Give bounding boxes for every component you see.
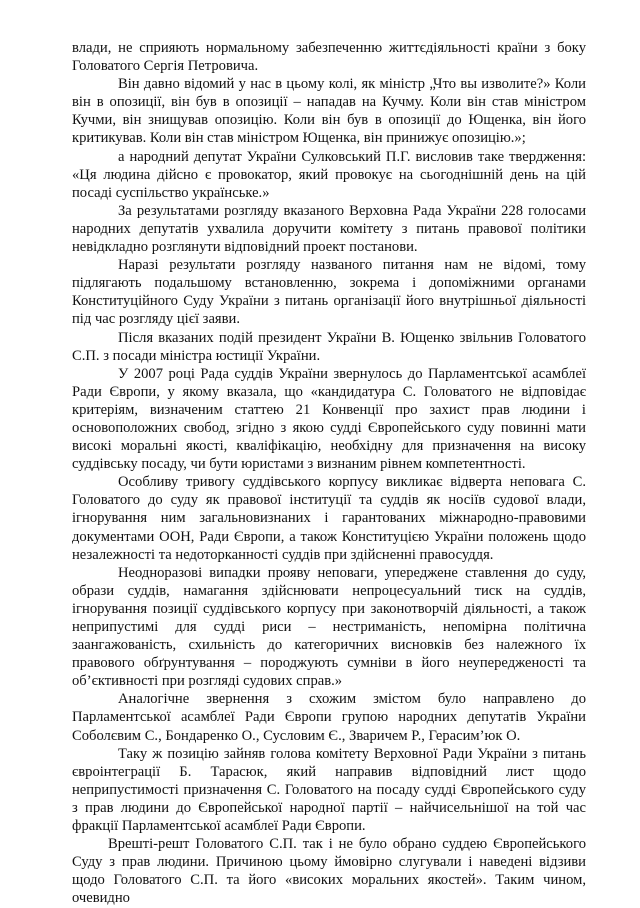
paragraph-8: Особливу тривогу суддівського корпусу викликає відверта неповага С. Головатого до суду як правової інституції та суддів як носіїв судової влади, ігнорування ним загальновизнаних і гарантованих міжнародно-правовими документами ООН, Ради Єврoпи, а також Конституцією України положень щодо незалежності та недоторканності суддів при здійсненні правосуддя. xyxy=(72,474,586,563)
paragraph-9: Неоднoразові випадки прояву неповаги, упереджене ставлення до суду, образи суддів, намагання здійснювати непроцесуальний тиск на суддів, ігнорування позиції суддівського корпусу при законотворчій діяльності, а також неприпустимі для судді риси – нестриманість, непомірна політична заангажованість, схильність до категоричних висновків без належного їх правового обґрунтування – породжують сумніви в його неупередженості та об’єктивності при розгляді судових справ.» xyxy=(72,564,586,690)
paragraph-6: Після вказаних подій президент України В. Ющенко звільнив Головатого С.П. з посади міністра юстиції України. xyxy=(72,329,586,364)
paragraph-7: У 2007 році Рада суддів України звернулось до Парламентської асамблеї Ради Європи, у якому вказала, що «кандидатура С. Головатого не відповідає критеріям, визначеним статтею 21 Конвенції про захист прав людини і основоположних свобод, згідно з якою судді Європейського суду повинні мати високі моральні якості, кваліфікацію, необхідну для призначення на високу суддівську посаду, чи бути юристами з визнаним рівнем компетентності. xyxy=(72,365,586,473)
paragraph-1: влади, не сприяють нормальному забезпеченню життєдіяльності країни з боку Головатого Сергія Петровича. xyxy=(72,40,586,75)
paragraph-10: Аналогічне звернення з схожим змістом було направлено до Парламентської асамблеї Ради Європи групою народних депутатів України Соболєвим С., Бондаренко О., Сусловим Є., Зваричем Р., Герасим’юк О. xyxy=(72,691,586,744)
paragraph-4: За результатами розгляду вказаного Верховна Рада України 228 голосами народних депутатів ухвалила доручити комітету з питань правової політики невідкладно розглянути відповідний проект постанови. xyxy=(72,202,586,256)
paragraph-12: Врешті-решт Головатого С.П. так і не було обрано суддею Європейського Суду з прав людини. Причиною цьому ймовірно слугували і наведені відзиви щодо Головатого С.П. та його «високих моральних якостей». Таким чином, очевидно xyxy=(72,836,586,907)
paragraph-3: а народний депутат України Сулковський П.Г. висловив таке твердження: «Ця людина дійсно є провокатор, який провокує на сьогоднішній день на цій посаді суспільство українське.» xyxy=(72,148,586,201)
paragraph-5: Наразі результати розгляду названого питання нам не відомі, тому підлягають подальшому встановленню, зокрема і допоміжними органами Конституційного Суду України з питань організації його внутрішньої діяльності під час розгляду цієї заяви. xyxy=(72,257,586,328)
paragraph-11: Таку ж позицію зайняв голова комітету Верховної Ради України з питань євроінтеграції Б. Тарасюк, який направив відповідний лист щодо неприпустимості призначення С. Головатого на посаду судді Європейського суду з прав людини до Європейської народної партії – найчисельнішої на той час фракції Парламентської асамблеї Ради Європи. xyxy=(72,745,586,835)
document-page xyxy=(72,39,586,908)
paragraph-2: Він давно відомий у нас в цьому колі, як міністр „Что вы изволите?» Коли він в опозиції, він був в опозиції – нападав на Кучму. Коли він став міністром Кучми, він знищував опозицію. Коли він був в опозиції до Ющенка, він його критикував. Коли він став міністром Ющенка, він принижує опозицію.»; xyxy=(72,76,586,147)
